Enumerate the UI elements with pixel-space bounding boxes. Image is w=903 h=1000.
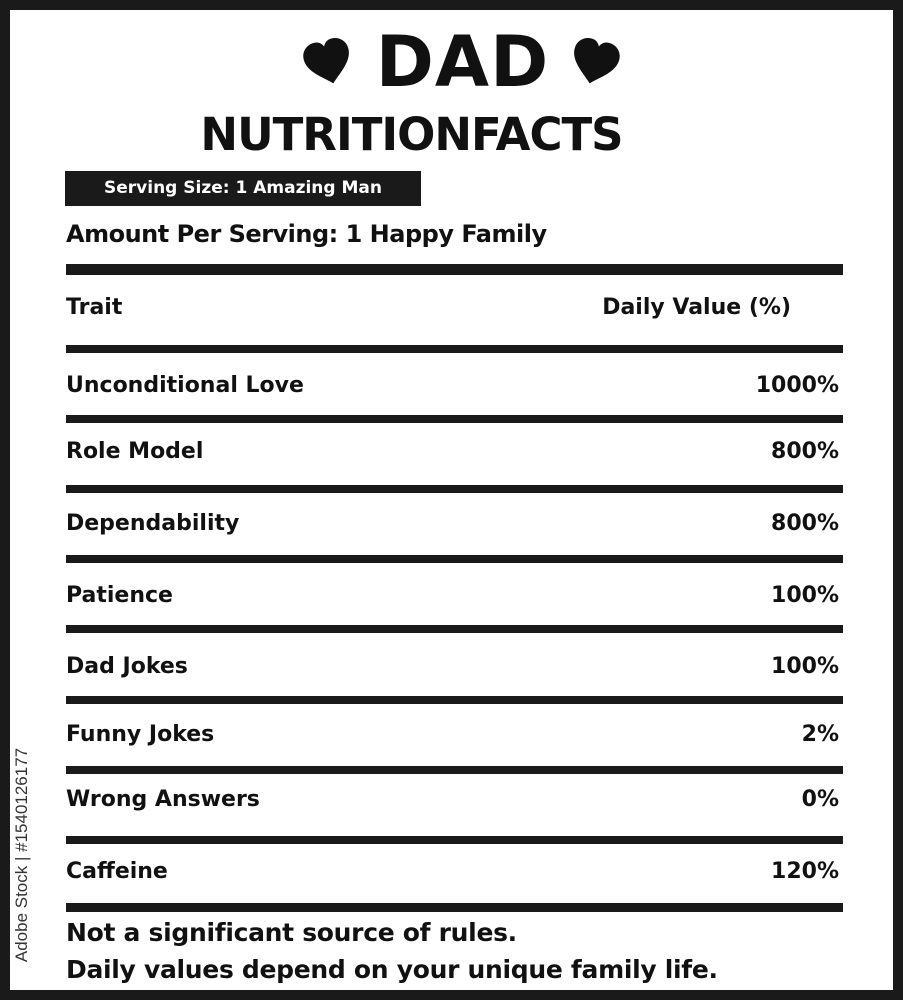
row-divider — [66, 345, 843, 353]
trait-value: 120% — [771, 859, 839, 884]
daily-value-column-header: Daily Value (%) — [602, 295, 791, 320]
table-row — [66, 504, 839, 544]
table-row — [66, 576, 839, 616]
row-divider — [66, 836, 843, 844]
title-row — [10, 22, 903, 102]
trait-label: Caffeine — [66, 859, 168, 884]
trait-label: Patience — [66, 583, 173, 608]
table-row — [66, 715, 839, 755]
trait-value: 0% — [801, 787, 839, 812]
table-row — [66, 366, 839, 406]
subtitle: NUTRITIONFACTS — [200, 108, 623, 161]
column-header — [66, 290, 843, 326]
table-row — [66, 852, 839, 892]
stock-watermark-text: Adobe Stock | #1540126177 — [12, 747, 31, 963]
table-row — [66, 647, 839, 687]
footer-note: Daily values depend on your unique family life. — [66, 955, 718, 984]
stock-watermark-id — [2, 735, 42, 975]
amount-per-serving: Amount Per Serving: 1 Happy Family — [66, 220, 547, 248]
trait-label: Unconditional Love — [66, 373, 304, 398]
heart-icon — [569, 38, 621, 86]
row-divider — [66, 485, 843, 493]
trait-label: Role Model — [66, 439, 204, 464]
serving-size-badge: Serving Size: 1 Amazing Man — [65, 171, 421, 206]
trait-value: 2% — [801, 722, 839, 747]
trait-label: Dependability — [66, 511, 240, 536]
row-divider — [66, 415, 843, 423]
trait-value: 800% — [771, 439, 839, 464]
heart-icon — [302, 38, 354, 86]
thick-divider — [66, 903, 843, 912]
trait-label: Funny Jokes — [66, 722, 215, 747]
row-divider — [66, 696, 843, 704]
row-divider — [66, 625, 843, 633]
trait-value: 1000% — [755, 373, 839, 398]
row-divider — [66, 555, 843, 563]
table-row — [66, 780, 839, 820]
row-divider — [66, 766, 843, 774]
trait-value: 100% — [771, 654, 839, 679]
footer-note: Not a significant source of rules. — [66, 918, 517, 947]
trait-label: Dad Jokes — [66, 654, 188, 679]
trait-value: 800% — [771, 511, 839, 536]
trait-column-header: Trait — [66, 295, 123, 320]
trait-label: Wrong Answers — [66, 787, 260, 812]
table-row — [66, 432, 839, 472]
thick-divider — [66, 264, 843, 275]
trait-value: 100% — [771, 583, 839, 608]
page-title: DAD — [375, 21, 550, 103]
